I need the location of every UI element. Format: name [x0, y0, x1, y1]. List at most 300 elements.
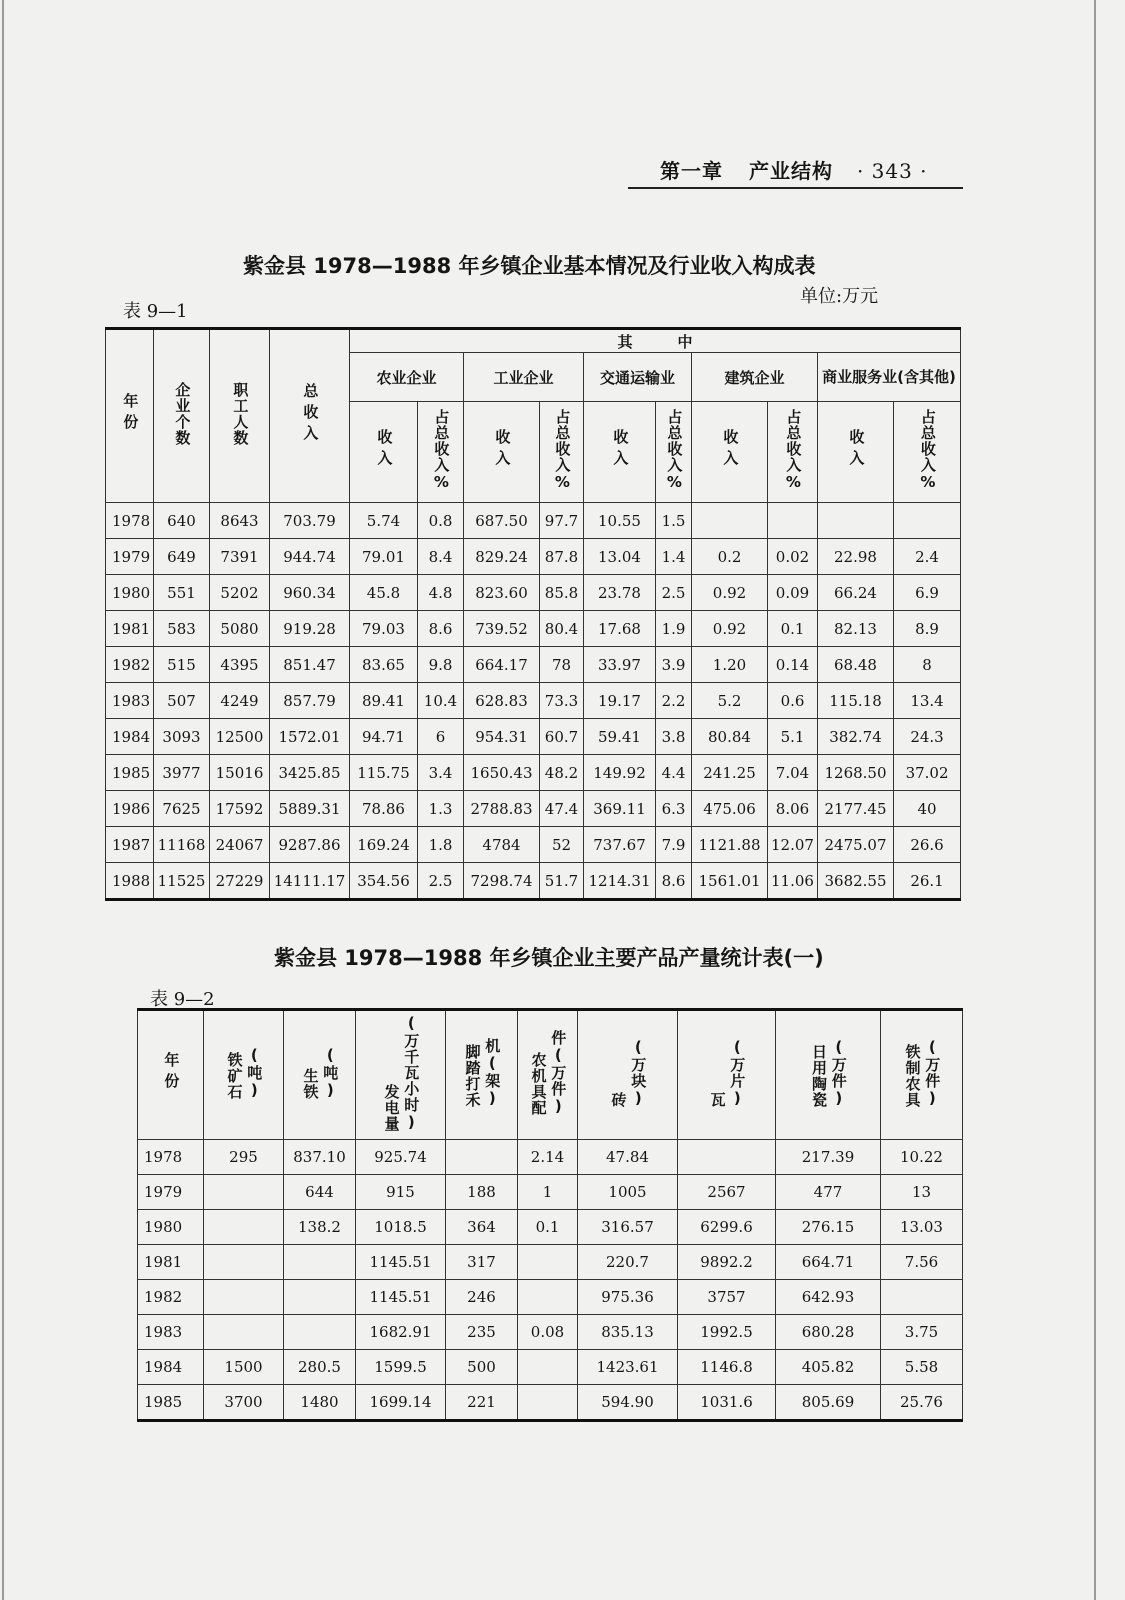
table-cell: 5202 — [210, 575, 270, 611]
table-row — [106, 575, 961, 611]
table-cell: 1.8 — [418, 827, 464, 863]
table-cell: 7.56 — [881, 1245, 963, 1280]
table-cell: 37.02 — [894, 755, 961, 791]
table-cell: 475.06 — [692, 791, 768, 827]
t2-header-col-1 — [204, 1010, 284, 1140]
scan-edge-left — [2, 0, 4, 1600]
table-cell: 280.5 — [284, 1350, 356, 1385]
table-cell: 851.47 — [270, 647, 350, 683]
t1-header-share: 占总收入% — [894, 402, 961, 503]
table-cell: 13 — [881, 1175, 963, 1210]
t2-header-name: 发电量 — [382, 1084, 401, 1132]
table-cell: 246 — [446, 1280, 518, 1315]
year-cell: 1982 — [138, 1280, 204, 1315]
table-cell — [518, 1280, 578, 1315]
table-cell: 1145.51 — [356, 1245, 446, 1280]
t2-header-name: 生铁 — [301, 1068, 320, 1100]
table-cell: 4.4 — [656, 755, 692, 791]
table-cell: 221 — [446, 1385, 518, 1421]
t1-header-count: 企业个数 — [154, 329, 210, 503]
year-cell: 1979 — [138, 1175, 204, 1210]
t1-header-sector-agri: 农业企业 — [350, 353, 464, 402]
t2-header-name: 砖 — [609, 1092, 628, 1108]
table-cell: 4395 — [210, 647, 270, 683]
table-cell: 52 — [540, 827, 584, 863]
table-cell: 115.18 — [818, 683, 894, 719]
table-cell: 551 — [154, 575, 210, 611]
table-cell: 382.74 — [818, 719, 894, 755]
table-cell: 7391 — [210, 539, 270, 575]
table-cell: 82.13 — [818, 611, 894, 647]
table-cell: 169.24 — [350, 827, 418, 863]
table-cell: 1.5 — [656, 503, 692, 539]
table-cell: 515 — [154, 647, 210, 683]
table-cell: 217.39 — [776, 1140, 881, 1175]
year-cell: 1981 — [138, 1245, 204, 1280]
t2-header-col-4 — [446, 1010, 518, 1140]
table-cell: 703.79 — [270, 503, 350, 539]
table2-body — [138, 1140, 963, 1421]
t1-header-year: 年份 — [106, 329, 154, 503]
table-cell: 3093 — [154, 719, 210, 755]
table-cell — [518, 1385, 578, 1421]
table-row — [106, 503, 961, 539]
year-cell: 1986 — [106, 791, 154, 827]
table1-unit: 单位:万元 — [800, 286, 879, 307]
table-cell: 14111.17 — [270, 863, 350, 900]
t2-header-name: 农机具配 — [529, 1052, 548, 1116]
table-cell: 0.8 — [418, 503, 464, 539]
table-cell: 1599.5 — [356, 1350, 446, 1385]
table-cell: 2177.45 — [818, 791, 894, 827]
table-cell: 1650.43 — [464, 755, 540, 791]
table-cell: 13.04 — [584, 539, 656, 575]
table-cell: 737.67 — [584, 827, 656, 863]
table-cell: 40 — [894, 791, 961, 827]
table-cell: 87.8 — [540, 539, 584, 575]
scan-edge-right — [1094, 0, 1096, 1600]
t2-header-name: 瓦 — [708, 1092, 727, 1108]
table-cell: 500 — [446, 1350, 518, 1385]
table-cell: 5.58 — [881, 1350, 963, 1385]
table-cell: 33.97 — [584, 647, 656, 683]
table-cell: 507 — [154, 683, 210, 719]
table-cell: 8.4 — [418, 539, 464, 575]
table-cell: 649 — [154, 539, 210, 575]
table-cell: 369.11 — [584, 791, 656, 827]
table-cell: 149.92 — [584, 755, 656, 791]
table-cell — [204, 1280, 284, 1315]
table-cell — [284, 1315, 356, 1350]
table-cell: 2.2 — [656, 683, 692, 719]
table-cell: 1145.51 — [356, 1280, 446, 1315]
table-cell: 594.90 — [578, 1385, 678, 1421]
table-cell: 5889.31 — [270, 791, 350, 827]
table-cell: 78.86 — [350, 791, 418, 827]
table-cell: 0.02 — [768, 539, 818, 575]
t2-header-col-3 — [356, 1010, 446, 1140]
year-cell: 1988 — [106, 863, 154, 900]
table-cell: 0.08 — [518, 1315, 578, 1350]
table-cell: 405.82 — [776, 1350, 881, 1385]
t1-header-group: 其 中 — [350, 329, 961, 353]
table-cell: 3.8 — [656, 719, 692, 755]
table-cell: 115.75 — [350, 755, 418, 791]
table-row — [138, 1210, 963, 1245]
table-cell — [692, 503, 768, 539]
table-cell: 80.4 — [540, 611, 584, 647]
table-cell: 7625 — [154, 791, 210, 827]
t2-header-unit: (万件) — [923, 1038, 942, 1108]
table-cell: 664.17 — [464, 647, 540, 683]
table-cell: 1268.50 — [818, 755, 894, 791]
table-cell: 8.06 — [768, 791, 818, 827]
table-cell: 15016 — [210, 755, 270, 791]
table-row — [106, 683, 961, 719]
year-cell: 1979 — [106, 539, 154, 575]
table2 — [137, 1008, 963, 1422]
year-cell: 1978 — [138, 1140, 204, 1175]
table-cell: 3682.55 — [818, 863, 894, 900]
table-cell: 60.7 — [540, 719, 584, 755]
year-cell: 1980 — [138, 1210, 204, 1245]
table-cell: 10.4 — [418, 683, 464, 719]
table-cell: 5.2 — [692, 683, 768, 719]
table-cell: 26.6 — [894, 827, 961, 863]
table1-title: 紫金县 1978—1988 年乡镇企业基本情况及行业收入构成表 — [243, 254, 816, 278]
year-cell: 1985 — [138, 1385, 204, 1421]
table-row — [106, 755, 961, 791]
table-cell: 47.84 — [578, 1140, 678, 1175]
table-cell: 1005 — [578, 1175, 678, 1210]
table-cell: 94.71 — [350, 719, 418, 755]
table-cell: 0.6 — [768, 683, 818, 719]
table-cell: 6.3 — [656, 791, 692, 827]
table-row — [138, 1140, 963, 1175]
table-cell — [446, 1140, 518, 1175]
table-cell: 1214.31 — [584, 863, 656, 900]
t2-header-col-7 — [678, 1010, 776, 1140]
table-cell: 944.74 — [270, 539, 350, 575]
table-cell: 83.65 — [350, 647, 418, 683]
table-cell: 1423.61 — [578, 1350, 678, 1385]
t1-header-income: 收入 — [692, 402, 768, 503]
table-cell: 241.25 — [692, 755, 768, 791]
table-cell: 27229 — [210, 863, 270, 900]
table-cell: 1.4 — [656, 539, 692, 575]
table-cell: 24067 — [210, 827, 270, 863]
table-cell: 680.28 — [776, 1315, 881, 1350]
table-cell: 235 — [446, 1315, 518, 1350]
table-cell: 6299.6 — [678, 1210, 776, 1245]
table-cell: 2475.07 — [818, 827, 894, 863]
table-cell: 1018.5 — [356, 1210, 446, 1245]
table-cell: 11525 — [154, 863, 210, 900]
table-cell — [881, 1280, 963, 1315]
t2-header-unit: (吨) — [245, 1046, 264, 1100]
table-row — [106, 611, 961, 647]
year-cell: 1981 — [106, 611, 154, 647]
table-cell: 823.60 — [464, 575, 540, 611]
t1-header-sector-construction: 建筑企业 — [692, 353, 818, 402]
table-cell: 2567 — [678, 1175, 776, 1210]
table-cell: 66.24 — [818, 575, 894, 611]
table-cell: 13.4 — [894, 683, 961, 719]
table-cell: 8 — [894, 647, 961, 683]
t1-header-sector-transport: 交通运输业 — [584, 353, 692, 402]
table-cell — [204, 1245, 284, 1280]
t1-header-staff: 职工人数 — [210, 329, 270, 503]
header-rule — [628, 187, 963, 189]
table-cell — [518, 1245, 578, 1280]
year-cell: 1987 — [106, 827, 154, 863]
table-cell: 919.28 — [270, 611, 350, 647]
table-cell: 24.3 — [894, 719, 961, 755]
table-cell: 925.74 — [356, 1140, 446, 1175]
table-cell — [204, 1175, 284, 1210]
table-cell: 3.9 — [656, 647, 692, 683]
table-cell: 8.6 — [656, 863, 692, 900]
table2-title: 紫金县 1978—1988 年乡镇企业主要产品产量统计表(一) — [274, 946, 824, 970]
table-cell: 1500 — [204, 1350, 284, 1385]
table-cell: 3977 — [154, 755, 210, 791]
table-cell: 0.09 — [768, 575, 818, 611]
table1-label: 表 9—1 — [123, 301, 188, 322]
table-cell: 6.9 — [894, 575, 961, 611]
table-cell: 477 — [776, 1175, 881, 1210]
t1-header-income: 收入 — [350, 402, 418, 503]
table-cell: 5.74 — [350, 503, 418, 539]
t2-header-name: 年份 — [162, 1052, 181, 1094]
t2-header-unit: 件(万件) — [549, 1030, 568, 1116]
table-cell — [894, 503, 961, 539]
table-cell: 73.3 — [540, 683, 584, 719]
table-cell: 7.04 — [768, 755, 818, 791]
table-cell: 4784 — [464, 827, 540, 863]
table-cell: 188 — [446, 1175, 518, 1210]
table-row — [106, 863, 961, 900]
t1-header-share: 占总收入% — [418, 402, 464, 503]
table-cell: 7298.74 — [464, 863, 540, 900]
table-cell: 354.56 — [350, 863, 418, 900]
t2-header-unit: (万片) — [728, 1038, 747, 1108]
table-cell: 23.78 — [584, 575, 656, 611]
table-row — [138, 1175, 963, 1210]
table-cell: 640 — [154, 503, 210, 539]
table-cell: 13.03 — [881, 1210, 963, 1245]
table-cell: 960.34 — [270, 575, 350, 611]
table-cell: 9.8 — [418, 647, 464, 683]
table-cell: 0.1 — [518, 1210, 578, 1245]
t1-header-sector-industry: 工业企业 — [464, 353, 584, 402]
table-cell: 1699.14 — [356, 1385, 446, 1421]
t1-header-share: 占总收入% — [540, 402, 584, 503]
t2-header-unit: (吨) — [321, 1046, 340, 1100]
table-row — [138, 1350, 963, 1385]
table-cell: 11.06 — [768, 863, 818, 900]
table-cell: 48.2 — [540, 755, 584, 791]
table-cell: 915 — [356, 1175, 446, 1210]
table-cell: 68.48 — [818, 647, 894, 683]
year-cell: 1982 — [106, 647, 154, 683]
table-cell: 0.1 — [768, 611, 818, 647]
t1-header-income: 收入 — [464, 402, 540, 503]
table-cell: 47.4 — [540, 791, 584, 827]
table-cell: 1.20 — [692, 647, 768, 683]
table-cell: 79.01 — [350, 539, 418, 575]
table-cell: 9892.2 — [678, 1245, 776, 1280]
table-cell — [678, 1140, 776, 1175]
table-cell: 22.98 — [818, 539, 894, 575]
year-cell: 1983 — [106, 683, 154, 719]
table-row — [106, 791, 961, 827]
table-cell: 10.55 — [584, 503, 656, 539]
table-cell: 85.8 — [540, 575, 584, 611]
t2-header-col-0 — [138, 1010, 204, 1140]
table-cell: 1480 — [284, 1385, 356, 1421]
table-cell: 1031.6 — [678, 1385, 776, 1421]
t2-header-col-8 — [776, 1010, 881, 1140]
year-cell: 1984 — [138, 1350, 204, 1385]
table-cell — [204, 1315, 284, 1350]
table-cell: 79.03 — [350, 611, 418, 647]
table-cell: 2.14 — [518, 1140, 578, 1175]
table-cell: 220.7 — [578, 1245, 678, 1280]
table-cell: 4.8 — [418, 575, 464, 611]
table-cell: 2.5 — [656, 575, 692, 611]
table-cell — [284, 1280, 356, 1315]
t1-header-share: 占总收入% — [768, 402, 818, 503]
table-cell: 97.7 — [540, 503, 584, 539]
table-cell: 12.07 — [768, 827, 818, 863]
table-row — [138, 1385, 963, 1421]
table-cell: 739.52 — [464, 611, 540, 647]
t2-header-name: 铁矿石 — [225, 1052, 244, 1100]
table-cell: 9287.86 — [270, 827, 350, 863]
table-cell: 89.41 — [350, 683, 418, 719]
table-cell: 317 — [446, 1245, 518, 1280]
year-cell: 1984 — [106, 719, 154, 755]
table-cell — [518, 1350, 578, 1385]
table-cell: 3757 — [678, 1280, 776, 1315]
t1-header-sector-commerce: 商业服务业(含其他) — [818, 353, 961, 402]
t2-header-col-6 — [578, 1010, 678, 1140]
table-cell: 295 — [204, 1140, 284, 1175]
page-number: · 343 · — [856, 159, 928, 183]
table-cell: 59.41 — [584, 719, 656, 755]
t2-header-unit: (万块) — [629, 1038, 648, 1108]
table-cell: 975.36 — [578, 1280, 678, 1315]
table-cell: 837.10 — [284, 1140, 356, 1175]
table-cell: 1561.01 — [692, 863, 768, 900]
table-cell: 583 — [154, 611, 210, 647]
year-cell: 1980 — [106, 575, 154, 611]
table-cell: 0.2 — [692, 539, 768, 575]
table-cell — [818, 503, 894, 539]
table-cell: 664.71 — [776, 1245, 881, 1280]
table-cell: 51.7 — [540, 863, 584, 900]
table-cell: 78 — [540, 647, 584, 683]
table-cell: 45.8 — [350, 575, 418, 611]
table-cell: 628.83 — [464, 683, 540, 719]
table-cell: 2788.83 — [464, 791, 540, 827]
table-cell: 4249 — [210, 683, 270, 719]
t2-header-name: 铁制农具 — [903, 1044, 922, 1108]
table-cell: 3.75 — [881, 1315, 963, 1350]
table-cell: 10.22 — [881, 1140, 963, 1175]
year-cell: 1983 — [138, 1315, 204, 1350]
table-cell: 805.69 — [776, 1385, 881, 1421]
table-cell — [768, 503, 818, 539]
table-cell: 3425.85 — [270, 755, 350, 791]
chapter-label: 第一章 — [660, 159, 723, 183]
table-cell: 3700 — [204, 1385, 284, 1421]
table-row — [106, 719, 961, 755]
table-cell: 8.6 — [418, 611, 464, 647]
t2-header-col-9 — [881, 1010, 963, 1140]
table-cell: 3.4 — [418, 755, 464, 791]
table-cell: 12500 — [210, 719, 270, 755]
table-cell: 0.92 — [692, 575, 768, 611]
table-row — [106, 647, 961, 683]
table-cell: 0.14 — [768, 647, 818, 683]
table-cell: 25.76 — [881, 1385, 963, 1421]
table-cell: 8643 — [210, 503, 270, 539]
table-cell: 5080 — [210, 611, 270, 647]
table-cell: 829.24 — [464, 539, 540, 575]
table-cell: 1572.01 — [270, 719, 350, 755]
table-cell: 364 — [446, 1210, 518, 1245]
table-cell: 80.84 — [692, 719, 768, 755]
table-cell: 1 — [518, 1175, 578, 1210]
table-cell: 19.17 — [584, 683, 656, 719]
table-cell: 1682.91 — [356, 1315, 446, 1350]
table-cell: 1992.5 — [678, 1315, 776, 1350]
table-cell: 7.9 — [656, 827, 692, 863]
year-cell: 1978 — [106, 503, 154, 539]
table-cell: 11168 — [154, 827, 210, 863]
table-row — [138, 1315, 963, 1350]
table-row — [138, 1280, 963, 1315]
table-cell: 687.50 — [464, 503, 540, 539]
table-cell: 2.4 — [894, 539, 961, 575]
table-cell: 26.1 — [894, 863, 961, 900]
table-cell: 0.92 — [692, 611, 768, 647]
table-cell: 642.93 — [776, 1280, 881, 1315]
table1 — [105, 327, 961, 901]
table-cell: 8.9 — [894, 611, 961, 647]
table-cell: 17.68 — [584, 611, 656, 647]
table-cell: 954.31 — [464, 719, 540, 755]
table-row — [106, 539, 961, 575]
t2-header-unit: (万件) — [829, 1038, 848, 1108]
t1-header-total: 总收入 — [270, 329, 350, 503]
table-cell: 644 — [284, 1175, 356, 1210]
table-cell: 276.15 — [776, 1210, 881, 1245]
table-cell: 1146.8 — [678, 1350, 776, 1385]
table-cell: 857.79 — [270, 683, 350, 719]
table-cell: 1121.88 — [692, 827, 768, 863]
table-cell: 138.2 — [284, 1210, 356, 1245]
t2-header-col-5 — [518, 1010, 578, 1140]
table-cell: 5.1 — [768, 719, 818, 755]
table-row — [138, 1245, 963, 1280]
t2-header-col-2 — [284, 1010, 356, 1140]
section-label: 产业结构 — [748, 159, 833, 183]
table-cell — [204, 1210, 284, 1245]
t2-header-name: 日用陶瓷 — [810, 1044, 828, 1108]
t1-header-income: 收入 — [584, 402, 656, 503]
